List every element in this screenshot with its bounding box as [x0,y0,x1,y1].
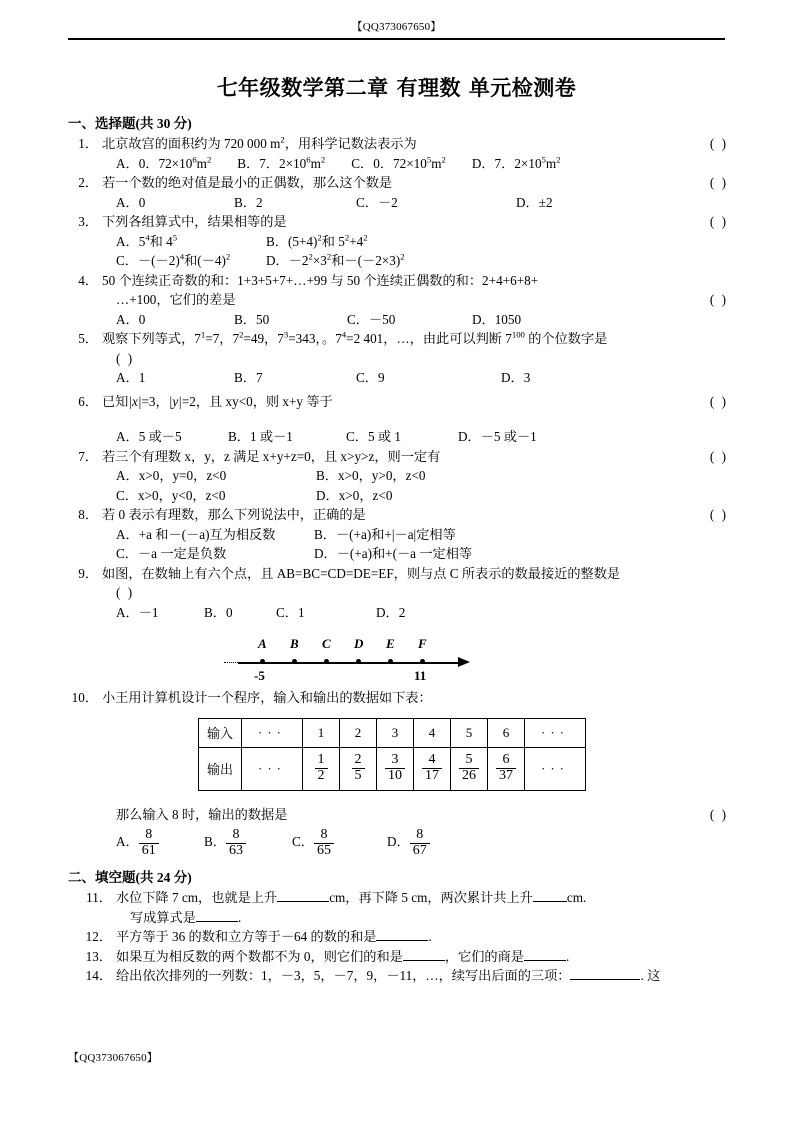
table-cell-output-3 [377,747,414,790]
question-4-option-d[interactable]: D．1050 [472,311,522,327]
ellipsis: ··· [258,724,286,740]
opt-base: 0．72×10 [138,155,193,171]
section-1-label: 一、选择题 [68,116,136,132]
question-5-answer-box-row [68,349,728,369]
page-title: 七年级数学第二章 有理数 单元检测卷 [216,76,577,100]
question-5-option-a[interactable]: A．1 [116,370,146,385]
number-line-arrow-icon [458,657,470,667]
fraction [226,828,246,858]
question-2-answer-box[interactable]: ( ) [709,175,728,190]
numerator: 6 [502,752,510,768]
numerator: 8 [416,827,424,842]
section-2-points: (共 24 分) [135,870,192,886]
table-cell-output-4 [414,747,451,790]
question-10-options [68,828,728,858]
number-line-value-right: 11 [414,668,427,683]
opt-mid: 和 4 [149,233,173,249]
question-3-stem: 下列各组算式中，结果相等的是 [102,214,287,229]
question-14-number: 14． [85,968,112,984]
question-1-option-c[interactable] [351,154,446,174]
table-cell-output-trailing-dots [525,747,586,790]
question-8-option-a[interactable]: A．+a 和－(－a)互为相反数 [116,526,276,542]
question-7-option-d[interactable]: D．x>0，z<0 [316,487,393,503]
opt-exp2: 2 [326,251,332,262]
question-13-number: 13． [85,948,112,964]
question-10-option-b[interactable] [204,828,292,858]
table-cell-output-leading-dots [242,747,303,790]
opt-tail: 和－(－2×3) [331,253,401,268]
stem-part: =49，7 [243,331,284,346]
opt-key: C． [351,155,374,171]
opt-exp2: 2 [344,232,350,243]
opt-base: 7．2×10 [259,155,307,171]
question-10-followup: 那么输入 8 时，输出的数据是 [116,806,288,822]
question-13-part-a: 如果互为相反数的两个数都不为 0，则它们的和是 [116,948,403,964]
number-line-label-a: A [258,636,267,651]
question-13 [68,947,728,967]
section-heading-fill [68,866,728,886]
question-1-number: 1． [78,136,98,151]
question-7-answer-box[interactable]: ( ) [709,448,728,464]
question-7-option-a[interactable]: A．x>0，y=0，z<0 [116,468,227,483]
opt-tail: +4 [349,233,364,249]
question-13-blank-1[interactable] [403,960,445,961]
opt-key: D． [471,155,495,171]
opt-unit: m [431,155,442,171]
table-row-label-input: 输入 [199,718,242,747]
stem-part: 观察下列等式，7 [102,331,201,346]
question-5-options [68,368,728,388]
table-cell-input-4: 4 [414,718,451,747]
stem-part: =2 401，…，由此可以判断 7 [346,331,512,346]
opt-base: D．－2 [266,253,309,268]
question-2-option-c[interactable]: C．－2 [356,194,398,210]
question-14-part-a: 给出依次排列的一列数：1，－3，5，－7，9，－11，…，续写出后面的三项： [116,968,571,984]
question-4-option-a[interactable]: A．0 [116,311,146,327]
question-1-stem: 北京故宫的面积约为 720 000 m [102,136,281,151]
question-1-stem-tail: ，用科学记数法表示为 [284,136,417,151]
abs-x: |x| [128,393,142,409]
question-11-blank-1[interactable] [277,901,329,902]
question-9-option-d[interactable]: D．2 [376,604,406,620]
fraction [385,753,405,783]
question-10-followup-row [68,805,728,825]
stem-exp: 1 [200,329,206,340]
question-3-options-row1 [68,232,728,252]
question-7-stem: 若三个有理数 x，y，z 满足 x+y+z=0，且 x>y>z，则一定有 [102,448,441,464]
question-7 [68,447,728,467]
table-row-label-output: 输出 [199,747,242,790]
question-6-number: 6． [78,393,98,409]
question-10 [68,688,728,708]
number-line-label-d: D [354,636,364,651]
question-4-number: 4． [78,272,98,288]
question-3-option-a[interactable] [116,232,266,252]
opt-key: A． [116,834,139,850]
numerator: 8 [320,827,328,842]
fraction [352,753,365,783]
question-1-option-d[interactable] [472,154,561,174]
table-cell-input-leading-dots [242,718,303,747]
table-row-output [199,747,586,790]
number-line-point-f [420,659,425,664]
question-10-answer-box[interactable]: ( ) [709,806,728,822]
question-4-option-b[interactable]: B．50 [234,311,270,327]
table-cell-input-1: 1 [303,718,340,747]
question-9-number: 9． [78,565,98,581]
question-3 [68,212,728,232]
number-line-point-b [292,659,297,664]
question-6-option-c[interactable]: C．5 或 1 [346,429,401,444]
question-6-option-a[interactable]: A．5 或－5 [116,429,182,444]
question-3-option-c[interactable] [116,251,266,271]
question-1-answer-box[interactable]: ( ) [709,136,728,151]
denominator: 26 [459,768,479,784]
question-3-options-row2 [68,251,728,271]
table-cell-output-5 [451,747,488,790]
numerator: 8 [145,827,153,842]
question-14-blank-1[interactable] [570,979,640,980]
section-1-points: (共 30 分) [135,116,192,131]
question-13-part-b: ，它们的商是 [444,948,524,964]
question-12-part-a: 平方等于 36 的数和立方等于－64 的数的和是 [116,929,377,945]
question-4 [68,271,728,291]
number-line-label-f: F [418,636,427,651]
question-2-options [68,193,728,213]
question-8-options-row1 [68,525,728,545]
denominator: 10 [385,768,405,784]
stem-exp: 4 [341,329,347,340]
opt-key: C． [292,834,314,850]
opt-unit-sup: 2 [441,154,446,165]
stem-part: =343，。7 [288,331,342,346]
opt-base: 7．2×10 [494,155,542,171]
fraction [422,753,442,783]
number-line-point-d [356,659,361,664]
question-11-part-c: cm. [566,890,587,906]
opt-exp: 6 [192,154,197,165]
number-line-label-c: C [322,636,331,651]
opt-exp: 5 [541,154,546,165]
opt-unit-sup: 2 [206,154,212,165]
question-13-part-c: . [565,948,570,964]
opt-exp: 4 [179,251,185,262]
question-1-option-b[interactable] [237,154,325,174]
number-line-point-e [388,659,393,664]
question-9-stem: 如图，在数轴上有六个点，且 AB=BC=CD=DE=EF，则与点 C 所表示的数最接近的整数是 [102,565,621,581]
question-7-option-b[interactable]: B．x>0，y>0，z<0 [316,468,426,483]
ellipsis: ··· [541,724,569,740]
section-2-label: 二、填空题 [68,870,136,887]
opt-key: B． [204,834,226,850]
question-8 [68,505,728,525]
question-1-stem-sup: 2 [280,134,285,145]
opt-mid: 和 5 [321,233,345,249]
question-7-options-row1 [68,466,728,486]
numerator: 4 [428,752,436,768]
opt-unit-sup: 2 [320,154,326,165]
question-2-option-d[interactable]: D．±2 [516,194,553,210]
number-line-label-b: B [290,636,299,651]
question-6-option-b[interactable]: B．1 或－1 [228,429,293,444]
numerator: 5 [465,752,473,768]
number-line-label-e: E [386,636,395,651]
opt-base: B．(5+4) [266,233,318,249]
header-watermark: 【QQ373067650】 [351,21,442,33]
fraction [459,753,479,783]
question-8-stem: 若 0 表示有理数，那么下列说法中，正确的是 [102,507,366,522]
fraction [410,828,430,858]
question-9 [68,564,728,584]
opt-exp2: 5 [172,232,178,243]
opt-exp3: 2 [363,232,368,243]
question-14 [68,966,728,986]
question-5 [68,329,728,349]
opt-unit: m [310,155,321,171]
question-6-options [68,427,728,447]
abs-y: |y| [168,393,182,409]
stem-part: 的个位数字是 [524,331,608,346]
question-7-options-row2 [68,486,728,506]
opt-base: C．－(－2) [116,253,180,268]
question-9-option-b[interactable]: B．0 [204,604,233,620]
question-2-option-b[interactable]: B．2 [234,194,263,210]
number-line-point-a [260,659,265,664]
question-9-option-c[interactable]: C．1 [276,604,305,620]
question-12-blank-1[interactable] [376,940,428,941]
stem-part: 已知 [102,393,129,409]
question-2-number: 2． [78,175,98,190]
question-4-stem-line2: …+100，它们的差是 [116,292,236,307]
table-cell-input-trailing-dots [525,718,586,747]
number-line-figure [218,626,488,688]
question-11-part-b: cm，再下降 5 cm，两次累计共上升 [329,890,533,906]
question-10-option-d[interactable] [387,828,430,858]
denominator: 2 [315,768,328,784]
program-table-wrapper [198,718,728,791]
footer-watermark: 【QQ373067650】 [68,1052,158,1064]
question-9-answer-box[interactable]: ( ) [116,585,135,600]
stem-exp: 100 [511,329,525,340]
opt-exp3: 2 [400,251,405,262]
ellipsis: ··· [541,760,569,776]
number-line-value-left: -5 [254,668,265,683]
question-4-answer-box[interactable]: ( ) [709,292,728,307]
question-6-answer-box[interactable]: ( ) [709,393,728,409]
opt-exp: 4 [145,232,150,243]
question-11-line2 [68,908,728,928]
question-8-option-d[interactable]: D．－(+a)和+(－a 一定相等 [314,546,473,561]
question-4-stem-line1: 50 个连续正奇数的和：1+3+5+7+…+99 与 50 个连续正偶数的和：2+4+6+8+ [102,272,539,288]
question-3-answer-box[interactable]: ( ) [709,214,728,229]
numerator: 3 [391,752,399,768]
question-11-line2-b: . [237,909,242,925]
opt-base: 0．72×10 [373,155,427,171]
denominator: 17 [422,768,442,784]
question-2 [68,173,728,193]
denominator: 37 [496,768,516,784]
opt-base: A．5 [116,233,146,249]
opt-unit: m [545,155,557,171]
question-9-option-a[interactable]: A．－1 [116,604,159,620]
opt-exp2: 2 [225,251,231,262]
question-2-stem: 若一个数的绝对值是最小的正偶数，那么这个数是 [102,175,393,190]
question-4-stem-line2-row [68,290,728,310]
question-8-options-row2 [68,544,728,564]
numerator: 1 [317,752,325,768]
opt-mid: ×3 [312,253,327,268]
question-11-blank-2[interactable] [533,901,567,902]
table-row-input [199,718,586,747]
question-7-option-c[interactable]: C．x>0，y<0，z<0 [116,487,226,503]
question-9-answer-box-row [68,583,728,603]
question-5-option-b[interactable]: B．7 [234,370,263,385]
denominator: 5 [352,768,365,784]
question-1 [68,134,728,154]
table-cell-input-3: 3 [377,718,414,747]
opt-unit: m [196,155,207,171]
question-14-part-b: . 这 [640,968,661,984]
question-12-part-b: . [428,929,432,945]
table-cell-output-6 [488,747,525,790]
stem-part: =2，且 xy<0，则 x+y 等于 [181,393,333,409]
opt-unit-sup: 2 [556,154,561,165]
denominator: 67 [410,843,430,859]
question-10-option-c[interactable] [292,828,387,858]
number-line-point-c [324,659,329,664]
question-5-number: 5． [78,331,98,346]
table-cell-input-2: 2 [340,718,377,747]
table-cell-output-1 [303,747,340,790]
question-10-option-a[interactable] [116,828,204,858]
question-3-option-b[interactable] [266,232,368,252]
question-10-stem: 小王用计算机设计一个程序，输入和输出的数据如下表： [102,690,432,705]
question-11 [68,888,728,908]
stem-part: =3， [141,393,169,409]
question-10-number: 10． [71,690,98,705]
ellipsis: ··· [258,760,286,776]
number-line-axis [238,662,460,664]
question-9-options [68,603,728,623]
table-cell-output-2 [340,747,377,790]
question-11-part-a: 水位下降 7 cm，也就是上升 [116,890,278,906]
question-6-option-d[interactable]: D．－5 或－1 [458,429,537,444]
question-13-blank-2[interactable] [524,960,566,961]
question-1-options [68,154,728,174]
opt-exp: 2 [308,251,313,262]
question-6-stem [102,394,333,409]
stem-exp: 2 [239,329,244,340]
opt-mid: 和(－4) [184,253,226,268]
opt-exp: 6 [306,154,311,165]
program-table [198,718,586,791]
stem-exp: 3 [283,329,289,340]
question-11-line2-a: 写成算式是 [130,909,196,925]
fraction [139,828,159,858]
question-1-option-a[interactable] [116,154,211,174]
question-7-number: 7． [78,448,98,464]
opt-key: B． [237,155,260,171]
question-8-option-c[interactable]: C．－a 一定是负数 [116,546,227,561]
fraction [496,753,516,783]
stem-part: =7，7 [205,331,240,346]
question-5-option-c[interactable]: C．9 [356,370,385,385]
fraction [315,753,328,783]
question-12 [68,927,728,947]
numerator: 2 [354,752,362,768]
question-11-blank-3[interactable] [196,921,238,922]
question-8-option-b[interactable]: B．－(+a)和+|－a|定相等 [314,526,456,542]
table-cell-input-5: 5 [451,718,488,747]
section-heading-choice [68,112,728,132]
table-cell-input-6: 6 [488,718,525,747]
question-5-stem [102,331,607,346]
question-8-answer-box[interactable]: ( ) [709,507,728,522]
question-8-number: 8． [78,507,98,522]
question-5-option-d[interactable]: D．3 [501,370,531,385]
denominator: 61 [139,843,159,859]
question-12-number: 12． [85,929,112,945]
opt-exp: 5 [426,154,432,165]
opt-key: A． [116,155,139,171]
question-4-options [68,310,728,330]
numerator: 8 [232,827,240,842]
question-4-option-c[interactable]: C．－50 [347,311,396,327]
denominator: 65 [314,843,334,859]
question-2-option-a[interactable]: A．0 [116,194,146,210]
question-5-answer-box[interactable]: ( ) [116,350,135,366]
question-3-option-d[interactable] [266,251,405,271]
question-6 [68,392,728,412]
fraction [314,828,334,858]
opt-key: D． [387,834,410,850]
question-3-number: 3． [78,214,98,229]
opt-exp: 2 [317,232,322,243]
header-rule [68,38,725,40]
denominator: 63 [226,843,246,859]
exam-content [68,112,728,986]
question-11-number: 11． [86,890,112,906]
